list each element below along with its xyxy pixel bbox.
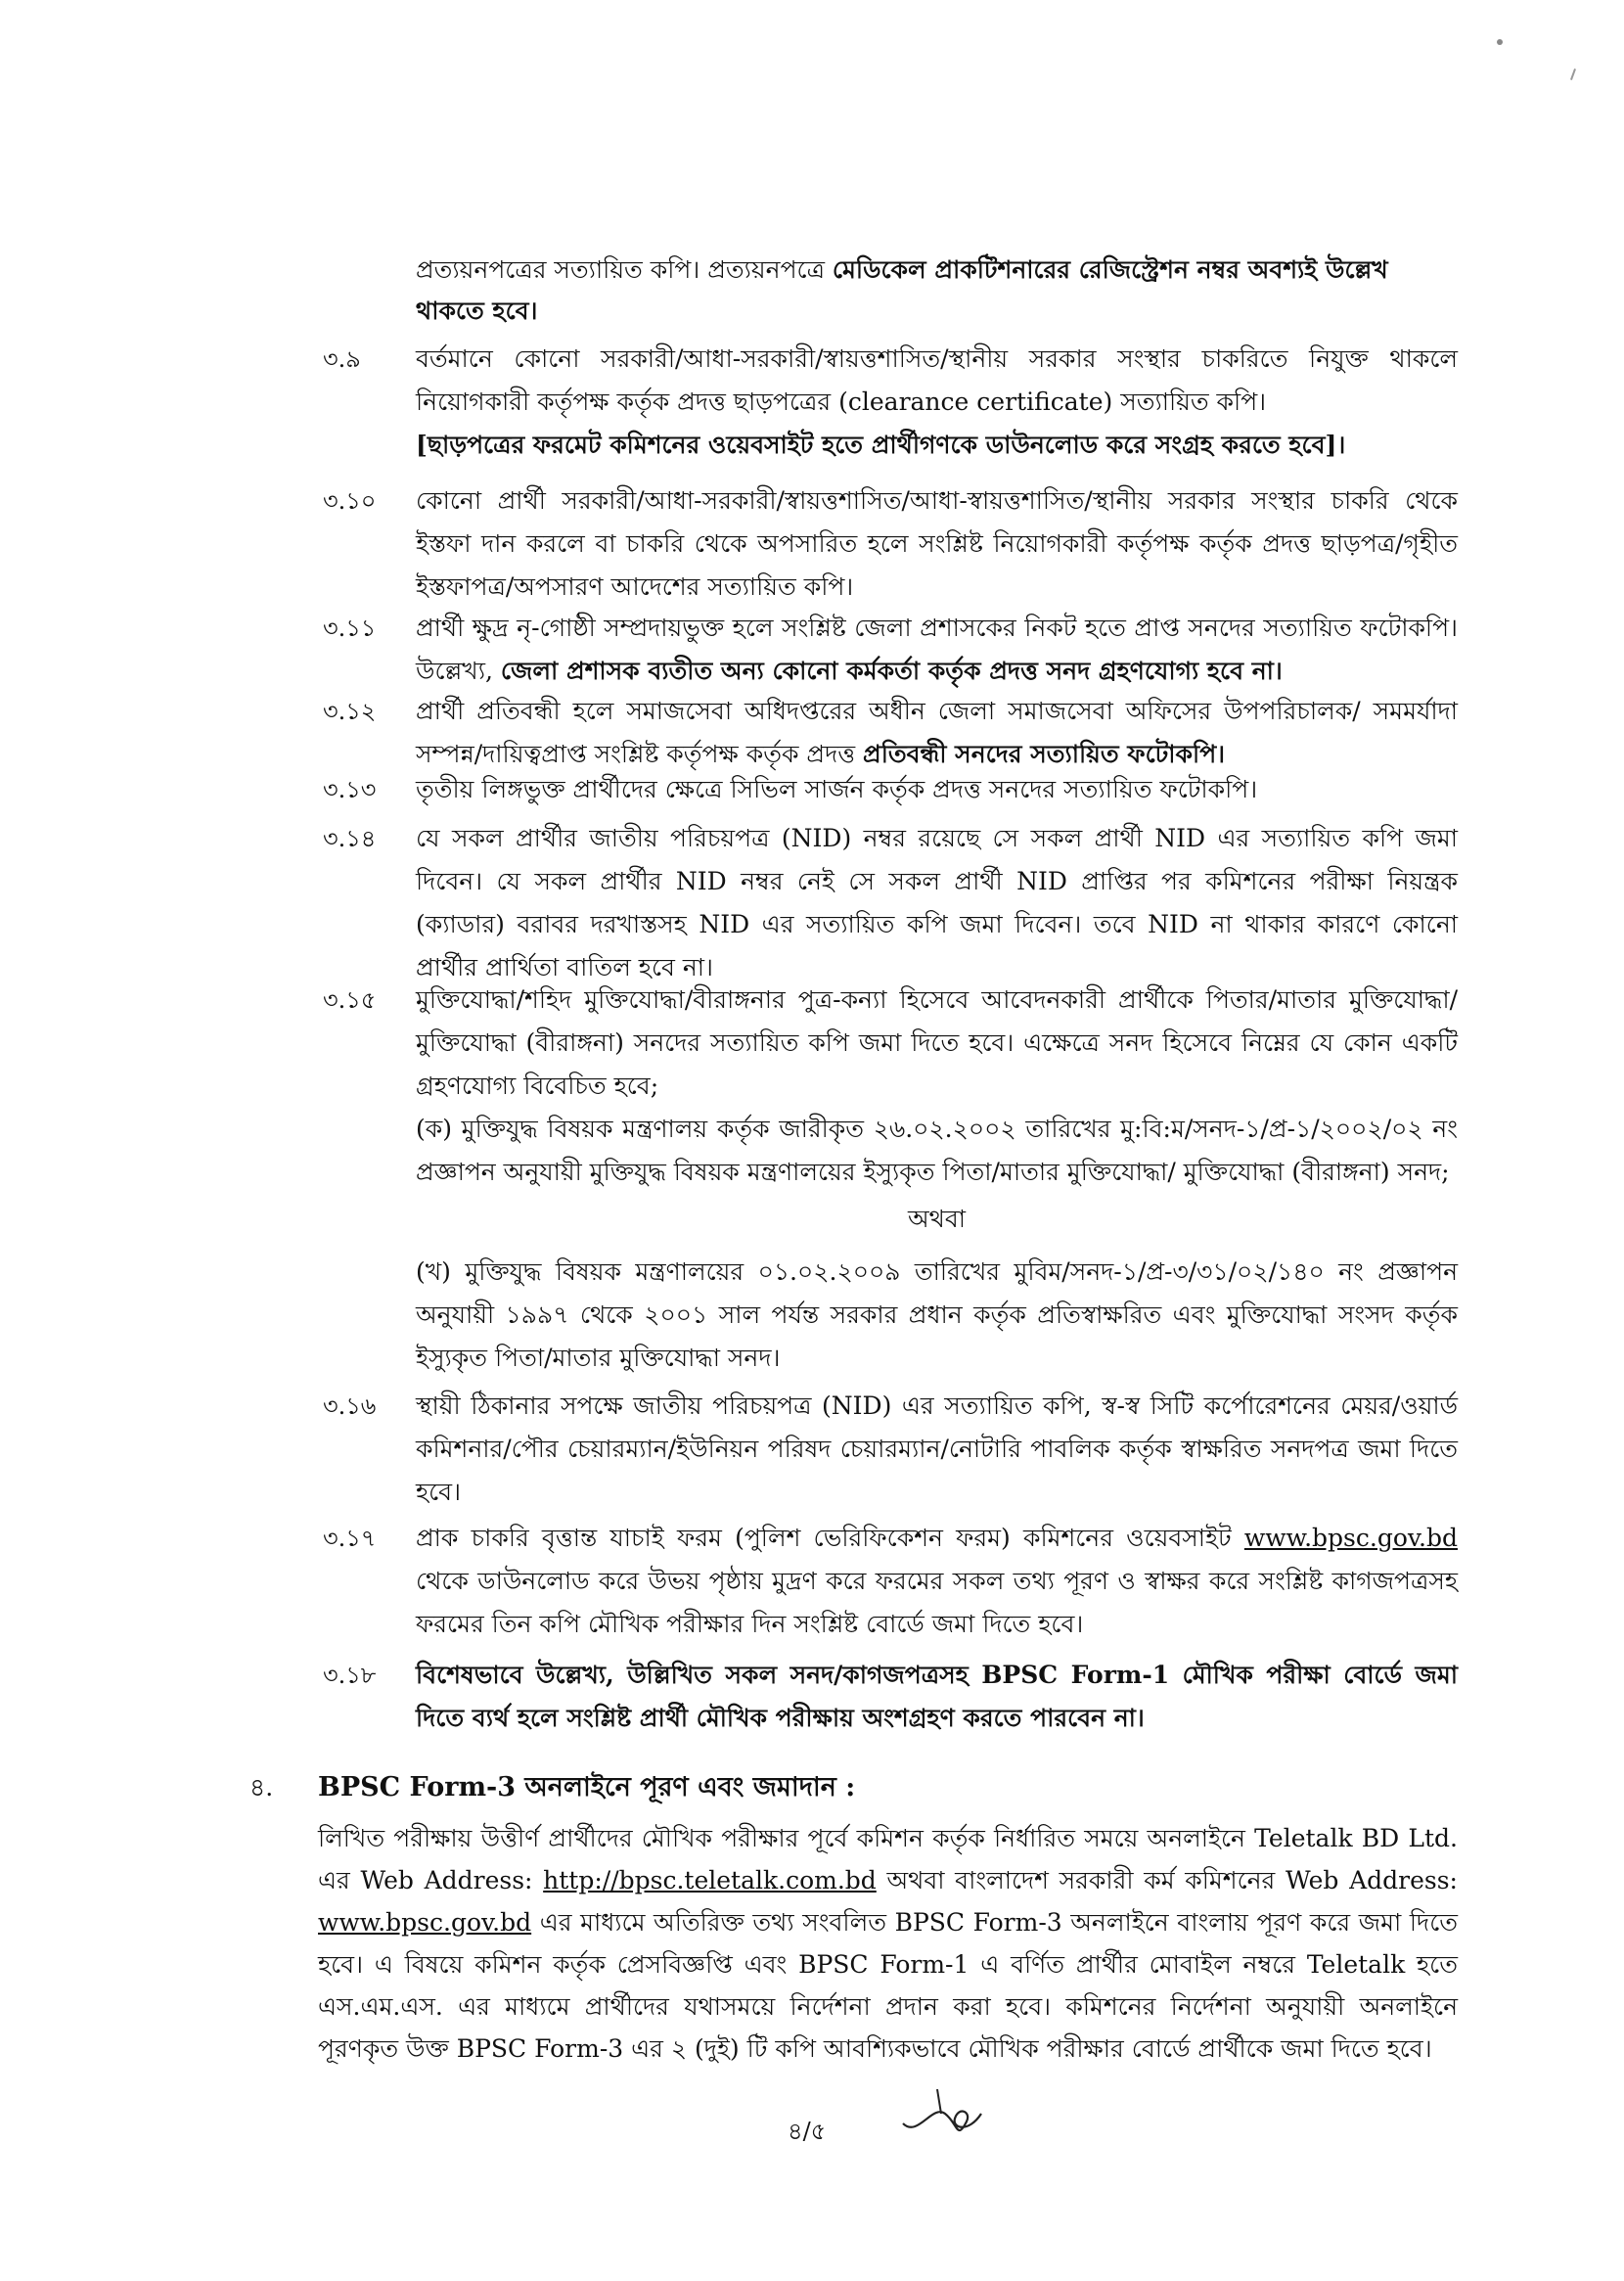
teletalk-link[interactable]: http://bpsc.teletalk.com.bd: [543, 1866, 877, 1894]
item-number: ৩.৯: [323, 345, 361, 373]
signature-icon: [898, 2084, 986, 2153]
intro-bold-text: মেডিকেল প্রাকটিশনারের রেজিস্ট্রেশন নম্বর অবশ্যই উল্লেখ থাকতে হবে।: [416, 255, 1388, 325]
item-number: ৩.১৬: [323, 1392, 377, 1420]
intro-paragraph: [416, 250, 1458, 332]
item-number: ৩.১০: [323, 487, 377, 515]
item-body: প্রার্থী ক্ষুদ্র নৃ-গোষ্ঠী সম্প্রদায়ভুক্ত হলে সংশ্লিষ্ট জেলা প্রশাসকের নিকট হতে প্রাপ্ত সনদের সত্যায়িত ফটোকপি। উল্লেখ্য,: [416, 614, 1458, 685]
item-body: প্রার্থী প্রতিবন্ধী হলে সমাজসেবা অধিদপ্তরের অধীন জেলা সমাজসেবা অফিসের উপপরিচালক/ সমমর্যাদা সম্পন্ন/দায়িত্বপ্রাপ্ত সংশ্লিষ্ট কর্তৃপক্ষ কর্তৃক প্রদত্ত: [416, 697, 1458, 768]
section-body: [318, 1817, 1458, 2070]
section-text-2: অথবা বাংলাদেশ সরকারী কর্ম কমিশনের Web Address:: [876, 1866, 1458, 1894]
item-text: [416, 979, 1458, 1380]
section-text-1: লিখিত পরীক্ষায় উত্তীর্ণ প্রার্থীদের মৌখিক পরীক্ষার পূর্বে কমিশন কর্তৃক নির্ধারিত সময়ে অনলাইনে Teletalk BD Ltd. এর Web Address:: [318, 1824, 1458, 1894]
item-text: [416, 690, 1458, 776]
website-link[interactable]: www.bpsc.gov.bd: [1243, 1524, 1458, 1552]
intro-text: প্রত্যয়নপত্রের সত্যায়িত কপি। প্রত্যয়নপত্রে: [416, 255, 833, 284]
item-body: বর্তমানে কোনো সরকারী/আধা-সরকারী/স্বায়ত্তশাসিত/স্থানীয় সরকার সংস্থার চাকরিতে নিযুক্ত থাকলে নিয়োগকারী কর্তৃপক্ষ কর্তৃক প্রদত্ত ছাড়পত্রের (clearance certificate) সত্যায়িত কপি।: [416, 344, 1458, 416]
item-number: ৩.১১: [323, 615, 377, 642]
item-number: ৩.১৪: [323, 825, 377, 852]
item-text: কোনো প্রার্থী সরকারী/আধা-সরকারী/স্বায়ত্তশাসিত/আধা-স্বায়ত্তশাসিত/স্থানীয় সরকার সংস্থার চাকরি থেকে ইস্তফা দান করলে বা চাকরি থেকে অপসারিত হলে সংশ্লিষ্ট নিয়োগকারী কর্তৃপক্ষ কর্তৃক প্রদত্ত ছাড়পত্র/গৃহীত ইস্তফাপত্র/অপসারণ আদেশের সত্যায়িত কপি।: [416, 486, 1458, 601]
item-number: ৩.১৭: [323, 1525, 377, 1552]
item-text: [416, 1517, 1458, 1646]
section-heading: BPSC Form-3 অনলাইনে পূরণ এবং জমাদান :: [318, 1772, 856, 1802]
item-text: তৃতীয় লিঙ্গভুক্ত প্রার্থীদের ক্ষেত্রে সিভিল সার্জন কর্তৃক প্রদত্ত সনদের সত্যায়িত ফটোকপি।: [416, 775, 1258, 803]
page-number: ৪/৫: [788, 2118, 827, 2145]
scan-mark: [1570, 68, 1576, 80]
item-text: [416, 338, 1458, 467]
bpsc-link[interactable]: www.bpsc.gov.bd: [318, 1908, 532, 1937]
item-text: স্থায়ী ঠিকানার সপক্ষে জাতীয় পরিচয়পত্র (NID) এর সত্যায়িত কপি, স্ব-স্ব সিটি কর্পোরেশনের মেয়র/ওয়ার্ড কমিশনার/পৌর চেয়ারম্যান/ইউনিয়ন পরিষদ চেয়ারম্যান/নোটারি পাবলিক কর্তৃক স্বাক্ষরিত সনদপত্র জমা দিতে হবে।: [416, 1391, 1458, 1506]
item-bold-note: প্রতিবন্ধী সনদের সত্যায়িত ফটোকপি।: [863, 740, 1226, 768]
item-sub-a: (ক) মুক্তিযুদ্ধ বিষয়ক মন্ত্রণালয় কর্তৃক জারীকৃত ২৬.০২.২০০২ তারিখের মু:বি:ম/সনদ-১/প্র-১/২০০২/০২ নং প্রজ্ঞাপন অনুযায়ী মুক্তিযুদ্ধ বিষয়ক মন্ত্রণালয়ের ইস্যুকৃত পিতা/মাতার মুক্তিযোদ্ধা/ মুক্তিযোদ্ধা (বীরাঙ্গনা) সনদ;: [416, 1115, 1458, 1186]
item-body: মুক্তিযোদ্ধা/শহিদ মুক্তিযোদ্ধা/বীরাঙ্গনার পুত্র-কন্যা হিসেবে আবেদনকারী প্রার্থীকে পিতার/মাতার মুক্তিযোদ্ধা/মুক্তিযোদ্ধা (বীরাঙ্গনা) সনদের সত্যায়িত কপি জমা দিতে হবে। এক্ষেত্রে সনদ হিসেবে নিম্নের যে কোন একটি গ্রহণযোগ্য বিবেচিত হবে;: [416, 985, 1458, 1100]
item-number: ৩.১৩: [323, 776, 377, 803]
item-text: [416, 607, 1458, 693]
item-text: বিশেষভাবে উল্লেখ্য, উল্লিখিত সকল সনদ/কাগজপত্রসহ BPSC Form-1 মৌখিক পরীক্ষা বোর্ডে জমা দিতে ব্যর্থ হলে সংশ্লিষ্ট প্রার্থী মৌখিক পরীক্ষায় অংশগ্রহণ করতে পারবেন না।: [416, 1661, 1458, 1732]
item-or: অথবা: [907, 1205, 966, 1233]
item-body-continued: থেকে ডাউনলোড করে উভয় পৃষ্ঠায় মুদ্রণ করে ফরমের সকল তথ্য পূরণ ও স্বাক্ষর করে সংশ্লিষ্ট কাগজপত্রসহ ফরমের তিন কপি মৌখিক পরীক্ষার দিন সংশ্লিষ্ট বোর্ডে জমা দিতে হবে।: [416, 1567, 1458, 1638]
item-number: ৩.১২: [323, 698, 377, 725]
item-text: যে সকল প্রার্থীর জাতীয় পরিচয়পত্র (NID) নম্বর রয়েছে সে সকল প্রার্থী NID এর সত্যায়িত কপি জমা দিবেন। যে সকল প্রার্থীর NID নম্বর নেই সে সকল প্রার্থী NID প্রাপ্তির পর কমিশনের পরীক্ষা নিয়ন্ত্রক (ক্যাডার) বরাবর দরখাস্তসহ NID এর সত্যায়িত কপি জমা দিবেন। তবে NID না থাকার কারণে কোনো প্রার্থীর প্রার্থিতা বাতিল হবে না।: [416, 824, 1458, 981]
scan-speck: [1497, 39, 1503, 45]
section-number: ৪.: [249, 1773, 274, 1802]
item-bold-note: [ছাড়পত্রের ফরমেট কমিশনের ওয়েবসাইট হতে প্রার্থীগণকে ডাউনলোড করে সংগ্রহ করতে হবে]।: [416, 431, 1346, 459]
item-sub-b: (খ) মুক্তিযুদ্ধ বিষয়ক মন্ত্রণালয়ের ০১.০২.২০০৯ তারিখের মুবিম/সনদ-১/প্র-৩/৩১/০২/১৪০ নং প্রজ্ঞাপন অনুযায়ী ১৯৯৭ থেকে ২০০১ সাল পর্যন্ত সরকার প্রধান কর্তৃক প্রতিস্বাক্ষরিত এবং মুক্তিযোদ্ধা সংসদ কর্তৃক ইস্যুকৃত পিতা/মাতার মুক্তিযোদ্ধা সনদ।: [416, 1257, 1458, 1372]
item-bold-note: জেলা প্রশাসক ব্যতীত অন্য কোনো কর্মকর্তা কর্তৃক প্রদত্ত সনদ গ্রহণযোগ্য হবে না।: [500, 657, 1283, 685]
item-body: প্রাক চাকরি বৃত্তান্ত যাচাই ফরম (পুলিশ ভেরিফিকেশন ফরম) কমিশনের ওয়েবসাইট: [416, 1524, 1244, 1552]
section-text-3: এর মাধ্যমে অতিরিক্ত তথ্য সংবলিত BPSC Form-3 অনলাইনে বাংলায় পূরণ করে জমা দিতে হবে। এ বিষয়ে কমিশন কর্তৃক প্রেসবিজ্ঞপ্তি এবং BPSC Form-1 এ বর্ণিত প্রার্থীর মোবাইল নম্বরে Teletalk হতে এস.এম.এস. এর মাধ্যমে প্রার্থীদের যথাসময়ে নির্দেশনা প্রদান করা হবে। কমিশনের নির্দেশনা অনুযায়ী অনলাইনে পূরণকৃত উক্ত BPSC Form-3 এর ২ (দুই) টি কপি আবশ্যিকভাবে মৌখিক পরীক্ষার বোর্ডে প্রার্থীকে জমা দিতে হবে।: [318, 1908, 1458, 2063]
item-number: ৩.১৫: [323, 986, 377, 1014]
item-number: ৩.১৮: [323, 1662, 377, 1689]
